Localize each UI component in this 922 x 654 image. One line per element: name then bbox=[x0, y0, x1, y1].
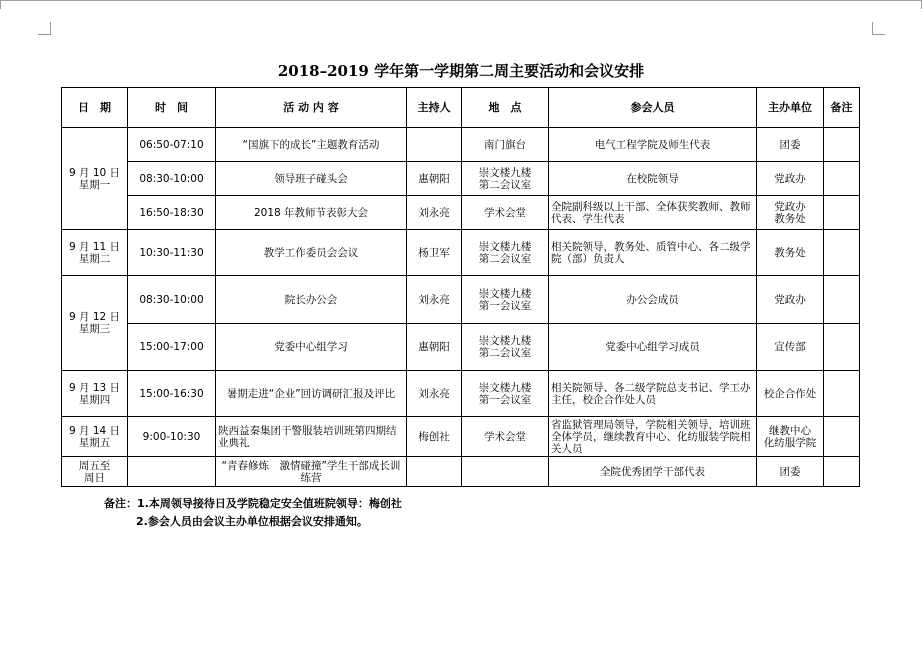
table-row bbox=[62, 162, 860, 196]
time-cell: 08:30-10:00 bbox=[128, 276, 216, 324]
date-cell: 周五至 周日 bbox=[62, 457, 128, 487]
remark-cell bbox=[824, 196, 860, 230]
place-cell bbox=[462, 457, 549, 487]
host-cell: 刘永亮 bbox=[407, 276, 462, 324]
host-cell: 刘永亮 bbox=[407, 196, 462, 230]
header-place: 地 点 bbox=[462, 88, 549, 128]
remark-cell bbox=[824, 457, 860, 487]
footnotes bbox=[104, 495, 402, 531]
note-line-1: 备注：1.本周领导接待日及学院稳定安全值班院领导：梅创社 bbox=[104, 497, 402, 510]
activity-cell: “青春修炼 激情碰撞”学生干部成长训练营 bbox=[216, 457, 407, 487]
place-cell: 崇文楼九楼 第二会议室 bbox=[462, 162, 549, 196]
attendees-cell: 相关院领导，教务处、质管中心、各二级学院（部）负责人 bbox=[549, 230, 757, 276]
place-cell: 崇文楼九楼 第一会议室 bbox=[462, 276, 549, 324]
activity-cell: 领导班子碰头会 bbox=[216, 162, 407, 196]
crop-mark-top-left bbox=[38, 22, 51, 35]
remark-cell bbox=[824, 324, 860, 371]
attendees-cell: 相关院领导、各二级学院总支书记、学工办主任，校企合作处人员 bbox=[549, 371, 757, 417]
attendees-cell: 省监狱管理局领导，学院相关领导，培训班全体学员，继续教育中心、化纺服装学院相关人员 bbox=[549, 417, 757, 457]
window-frame bbox=[0, 0, 922, 9]
place-cell: 学术会堂 bbox=[462, 196, 549, 230]
host-cell: 惠朝阳 bbox=[407, 324, 462, 371]
date-cell: 9 月 12 日 星期三 bbox=[62, 276, 128, 371]
organizer-cell: 校企合作处 bbox=[757, 371, 824, 417]
date-cell: 9 月 11 日 星期二 bbox=[62, 230, 128, 276]
attendees-cell: 全院副科级以上干部、全体获奖教师、教师代表、学生代表 bbox=[549, 196, 757, 230]
attendees-cell: 全院优秀团学干部代表 bbox=[549, 457, 757, 487]
time-cell: 15:00-17:00 bbox=[128, 324, 216, 371]
activity-cell: 2018 年教师节表彰大会 bbox=[216, 196, 407, 230]
host-cell: 杨卫军 bbox=[407, 230, 462, 276]
organizer-cell: 党政办 bbox=[757, 162, 824, 196]
activity-cell: 暑期走进“企业”回访调研汇报及评比 bbox=[216, 371, 407, 417]
activity-cell: 党委中心组学习 bbox=[216, 324, 407, 371]
organizer-cell: 宣传部 bbox=[757, 324, 824, 371]
organizer-cell: 教务处 bbox=[757, 230, 824, 276]
host-cell: 惠朝阳 bbox=[407, 162, 462, 196]
header-remark: 备注 bbox=[824, 88, 860, 128]
attendees-cell: 电气工程学院及师生代表 bbox=[549, 128, 757, 162]
date-cell: 9 月 10 日 星期一 bbox=[62, 128, 128, 230]
page-title: 2018–2019 学年第一学期第二周主要活动和会议安排 bbox=[277, 62, 645, 80]
table-row bbox=[62, 128, 860, 162]
time-cell: 06:50-07:10 bbox=[128, 128, 216, 162]
header-activity: 活 动 内 容 bbox=[216, 88, 407, 128]
place-cell: 崇文楼九楼 第二会议室 bbox=[462, 230, 549, 276]
attendees-cell: 办公会成员 bbox=[549, 276, 757, 324]
remark-cell bbox=[824, 276, 860, 324]
header-host: 主持人 bbox=[407, 88, 462, 128]
organizer-cell: 团委 bbox=[757, 128, 824, 162]
activity-cell: “国旗下的成长”主题教育活动 bbox=[216, 128, 407, 162]
crop-mark-top-right bbox=[872, 22, 885, 35]
host-cell: 梅创社 bbox=[407, 417, 462, 457]
table-row bbox=[62, 417, 860, 457]
time-cell: 08:30-10:00 bbox=[128, 162, 216, 196]
place-cell: 南门旗台 bbox=[462, 128, 549, 162]
place-cell: 崇文楼九楼 第二会议室 bbox=[462, 324, 549, 371]
remark-cell bbox=[824, 128, 860, 162]
remark-cell bbox=[824, 162, 860, 196]
time-cell: 15:00-16:30 bbox=[128, 371, 216, 417]
remark-cell bbox=[824, 417, 860, 457]
table-row bbox=[62, 230, 860, 276]
time-cell: 16:50-18:30 bbox=[128, 196, 216, 230]
attendees-cell: 党委中心组学习成员 bbox=[549, 324, 757, 371]
organizer-cell: 团委 bbox=[757, 457, 824, 487]
time-cell: 10:30-11:30 bbox=[128, 230, 216, 276]
remark-cell bbox=[824, 371, 860, 417]
organizer-cell: 继教中心 化纺服学院 bbox=[757, 417, 824, 457]
header-time: 时 间 bbox=[128, 88, 216, 128]
place-cell: 学术会堂 bbox=[462, 417, 549, 457]
host-cell: 刘永亮 bbox=[407, 371, 462, 417]
table-row bbox=[62, 196, 860, 230]
organizer-cell: 党政办 bbox=[757, 276, 824, 324]
table-row bbox=[62, 276, 860, 324]
host-cell bbox=[407, 457, 462, 487]
header-organizer: 主办单位 bbox=[757, 88, 824, 128]
header-attendees: 参会人员 bbox=[549, 88, 757, 128]
activity-cell: 院长办公会 bbox=[216, 276, 407, 324]
activity-cell: 教学工作委员会会议 bbox=[216, 230, 407, 276]
remark-cell bbox=[824, 230, 860, 276]
organizer-cell: 党政办 教务处 bbox=[757, 196, 824, 230]
time-cell bbox=[128, 457, 216, 487]
date-cell: 9 月 13 日 星期四 bbox=[62, 371, 128, 417]
attendees-cell: 在校院领导 bbox=[549, 162, 757, 196]
date-cell: 9 月 14 日 星期五 bbox=[62, 417, 128, 457]
table-row bbox=[62, 324, 860, 371]
time-cell: 9:00-10:30 bbox=[128, 417, 216, 457]
table-row bbox=[62, 371, 860, 417]
table-row bbox=[62, 457, 860, 487]
header-row bbox=[62, 88, 860, 128]
place-cell: 崇文楼九楼 第一会议室 bbox=[462, 371, 549, 417]
schedule-table bbox=[61, 87, 860, 487]
activity-cell: 陕西益秦集团干警服装培训班第四期结业典礼 bbox=[216, 417, 407, 457]
note-line-2: 2.参会人员由会议主办单位根据会议安排通知。 bbox=[136, 515, 368, 528]
header-date: 日 期 bbox=[62, 88, 128, 128]
host-cell bbox=[407, 128, 462, 162]
